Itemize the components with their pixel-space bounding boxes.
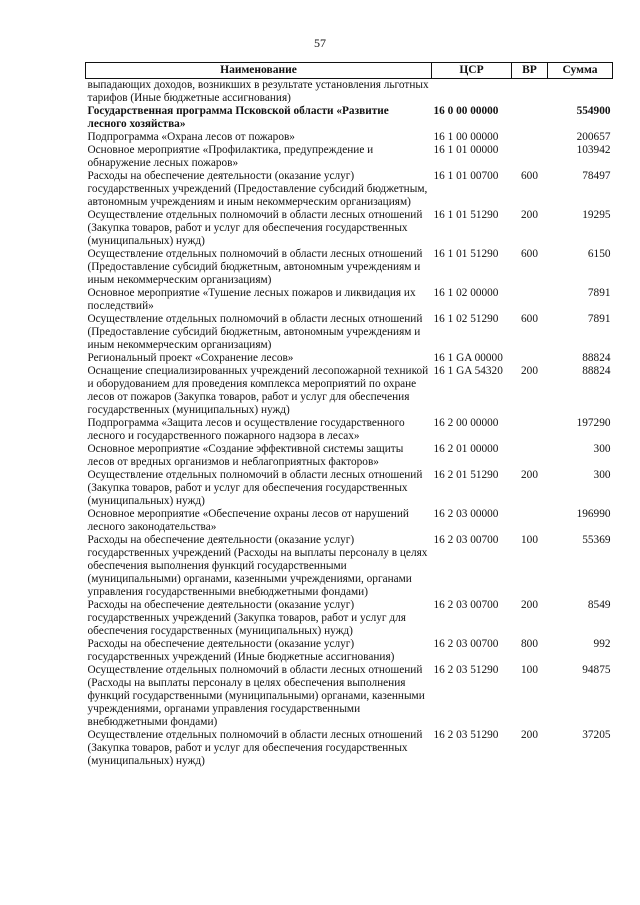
row-sum-cell: 94875 (582, 664, 611, 676)
row-csr-cell: 16 2 03 51290 (433, 729, 499, 741)
row-csr-cell: 16 2 03 00700 (433, 534, 499, 546)
row-sum-cell: 197290 (576, 417, 611, 429)
row-csr-cell: 16 1 GA 54320 (433, 365, 503, 377)
row-csr-cell: 16 2 01 00000 (433, 443, 499, 455)
row-csr-cell: 16 1 GA 00000 (433, 352, 503, 364)
table-row (86, 287, 613, 313)
row-name-cell: Осуществление отдельных полномочий в области лесных отношений (Предоставление субсидий бюджетным, автономным учреждениям и иным некоммерческим организациям) (87, 313, 423, 351)
row-vr-cell (512, 443, 548, 469)
row-name-cell: Подпрограмма «Защита лесов и осуществление государственного лесного и государственного пожарного надзора в лесах» (87, 417, 405, 442)
table-row (86, 664, 613, 729)
row-name-cell: Осуществление отдельных полномочий в области лесных отношений (Закупка товаров, работ и услуг для обеспечения государственных (муниципальных) нужд) (87, 209, 423, 247)
row-vr-cell (512, 144, 548, 170)
table-row (86, 534, 613, 599)
row-vr-cell: 200 (521, 365, 538, 377)
row-sum-cell (548, 79, 613, 106)
header-vr: ВР (512, 63, 548, 79)
row-csr-cell: 16 2 00 00000 (433, 417, 499, 429)
row-name-cell: Осуществление отдельных полномочий в области лесных отношений (Предоставление субсидий бюджетным, автономным учреждениям и иным некоммерческим организациям) (87, 248, 423, 286)
row-vr-cell: 600 (521, 170, 538, 182)
table-row (86, 209, 613, 248)
row-sum-cell: 37205 (582, 729, 611, 741)
row-name-cell: Осуществление отдельных полномочий в области лесных отношений (Расходы на выплаты персоналу в целях обеспечения выполнения функций государственными (муниципальными) органами, казенными учреждениями, органами управления государственными внебюджетными фондами) (87, 664, 425, 728)
table-row (86, 170, 613, 209)
row-sum-cell: 19295 (582, 209, 611, 221)
row-name-cell: Осуществление отдельных полномочий в области лесных отношений (Закупка товаров, работ и услуг для обеспечения государственных (муниципальных) нужд) (87, 469, 423, 507)
row-name-cell: Основное мероприятие «Обеспечение охраны лесов от нарушений лесного законодательства» (87, 508, 409, 533)
row-vr-cell: 800 (521, 638, 538, 650)
row-vr-cell (512, 508, 548, 534)
row-csr-cell: 16 1 01 00000 (433, 144, 499, 156)
row-vr-cell: 200 (521, 209, 538, 221)
table-row (86, 352, 613, 365)
row-vr-cell (512, 352, 548, 365)
header-name: Наименование (86, 63, 432, 79)
row-name-cell: Расходы на обеспечение деятельности (оказание услуг) государственных учреждений (Иные бюджетные ассигнования) (87, 638, 395, 663)
table-row (86, 144, 613, 170)
row-vr-cell: 600 (521, 313, 538, 325)
table-header-row (86, 63, 613, 79)
row-csr-cell: 16 1 01 00700 (433, 170, 499, 182)
row-vr-cell: 100 (521, 664, 538, 676)
row-csr-cell: 16 2 03 00700 (433, 599, 499, 611)
table-row (86, 469, 613, 508)
row-vr-cell (512, 287, 548, 313)
table-row (86, 729, 613, 768)
row-csr-cell: 16 1 01 51290 (433, 209, 499, 221)
row-csr-cell: 16 2 03 00000 (433, 508, 499, 520)
row-sum-cell: 88824 (582, 365, 611, 377)
budget-table (85, 62, 613, 768)
table-row (86, 638, 613, 664)
table-row (86, 248, 613, 287)
row-name-cell: Основное мероприятие «Тушение лесных пожаров и ликвидация их последствий» (87, 287, 416, 312)
row-sum-cell: 7891 (587, 313, 611, 325)
row-name-cell: Расходы на обеспечение деятельности (оказание услуг) государственных учреждений (Расходы на выплаты персоналу в целях обеспечения выполнения функций государственными (муниципальными) органами, казенными учреждениями, органами управления государственными внебюджетными фондами) (87, 534, 428, 598)
row-sum-cell: 196990 (576, 508, 611, 520)
row-sum-cell: 7891 (587, 287, 611, 299)
row-vr-cell: 200 (521, 729, 538, 741)
table-row (86, 365, 613, 417)
row-sum-cell: 6150 (587, 248, 611, 260)
row-vr-cell: 200 (521, 599, 538, 611)
row-name-cell: выпадающих доходов, возникших в результате установления льготных тарифов (Иные бюджетные ассигнования) (87, 79, 429, 104)
row-sum-cell: 78497 (582, 170, 611, 182)
row-csr-cell: 16 1 02 00000 (433, 287, 499, 299)
row-csr-cell (432, 79, 512, 106)
row-csr-cell: 16 2 03 00700 (433, 638, 499, 650)
row-sum-cell: 300 (593, 469, 611, 481)
page-number: 57 (314, 36, 326, 50)
row-sum-cell: 88824 (582, 352, 611, 364)
row-vr-cell: 100 (521, 534, 538, 546)
row-vr-cell (512, 417, 548, 443)
row-sum-cell: 992 (593, 638, 611, 650)
header-csr: ЦСР (432, 63, 512, 79)
row-vr-cell: 200 (521, 469, 538, 481)
row-name-cell: Региональный проект «Сохранение лесов» (87, 352, 294, 364)
row-csr-cell: 16 2 03 51290 (433, 664, 499, 676)
row-name-cell: Оснащение специализированных учреждений лесопожарной техникой и оборудованием для проведения комплекса мероприятий по охране лесов от пожаров (Закупка товаров, работ и услуг для обеспечения государственных (муниципальных) нужд) (87, 365, 429, 416)
row-vr-cell: 600 (521, 248, 538, 260)
table-row (86, 105, 613, 131)
row-vr-cell (512, 131, 548, 144)
row-sum-cell: 300 (593, 443, 611, 455)
row-vr-cell (512, 105, 548, 131)
row-sum-cell: 200657 (576, 131, 611, 143)
row-name-cell: Расходы на обеспечение деятельности (оказание услуг) государственных учреждений (Закупка товаров, работ и услуг для обеспечения государственных (муниципальных) нужд) (87, 599, 406, 637)
row-vr-cell (512, 79, 548, 106)
row-sum-cell: 55369 (582, 534, 611, 546)
table-row (86, 599, 613, 638)
row-csr-cell: 16 1 02 51290 (433, 313, 499, 325)
row-csr-cell: 16 1 00 00000 (433, 131, 499, 143)
header-sum: Сумма (548, 63, 613, 79)
table-row (86, 508, 613, 534)
table-row (86, 131, 613, 144)
row-name-cell: Подпрограмма «Охрана лесов от пожаров» (87, 131, 295, 143)
table-body (86, 79, 613, 769)
row-sum-cell: 103942 (576, 144, 611, 156)
row-name-cell: Основное мероприятие «Создание эффективной системы защиты лесов от вредных организмов и неблагоприятных факторов» (87, 443, 404, 468)
row-sum-cell: 8549 (587, 599, 611, 611)
row-name-cell: Осуществление отдельных полномочий в области лесных отношений (Закупка товаров, работ и услуг для обеспечения государственных (муниципальных) нужд) (87, 729, 423, 767)
table-row (86, 79, 613, 106)
row-csr-cell: 16 2 01 51290 (433, 469, 499, 481)
row-sum-cell: 554900 (576, 105, 611, 117)
row-name-cell: Расходы на обеспечение деятельности (оказание услуг) государственных учреждений (Предоставление субсидий бюджетным, автономным учреждениям и иным некоммерческим организациям) (87, 170, 428, 208)
row-name-cell: Государственная программа Псковской области «Развитие лесного хозяйства» (87, 105, 389, 130)
row-csr-cell: 16 1 01 51290 (433, 248, 499, 260)
table-row (86, 443, 613, 469)
table-row (86, 417, 613, 443)
row-name-cell: Основное мероприятие «Профилактика, предупреждение и обнаружение лесных пожаров» (87, 144, 374, 169)
table-row (86, 313, 613, 352)
row-csr-cell: 16 0 00 00000 (433, 105, 499, 117)
